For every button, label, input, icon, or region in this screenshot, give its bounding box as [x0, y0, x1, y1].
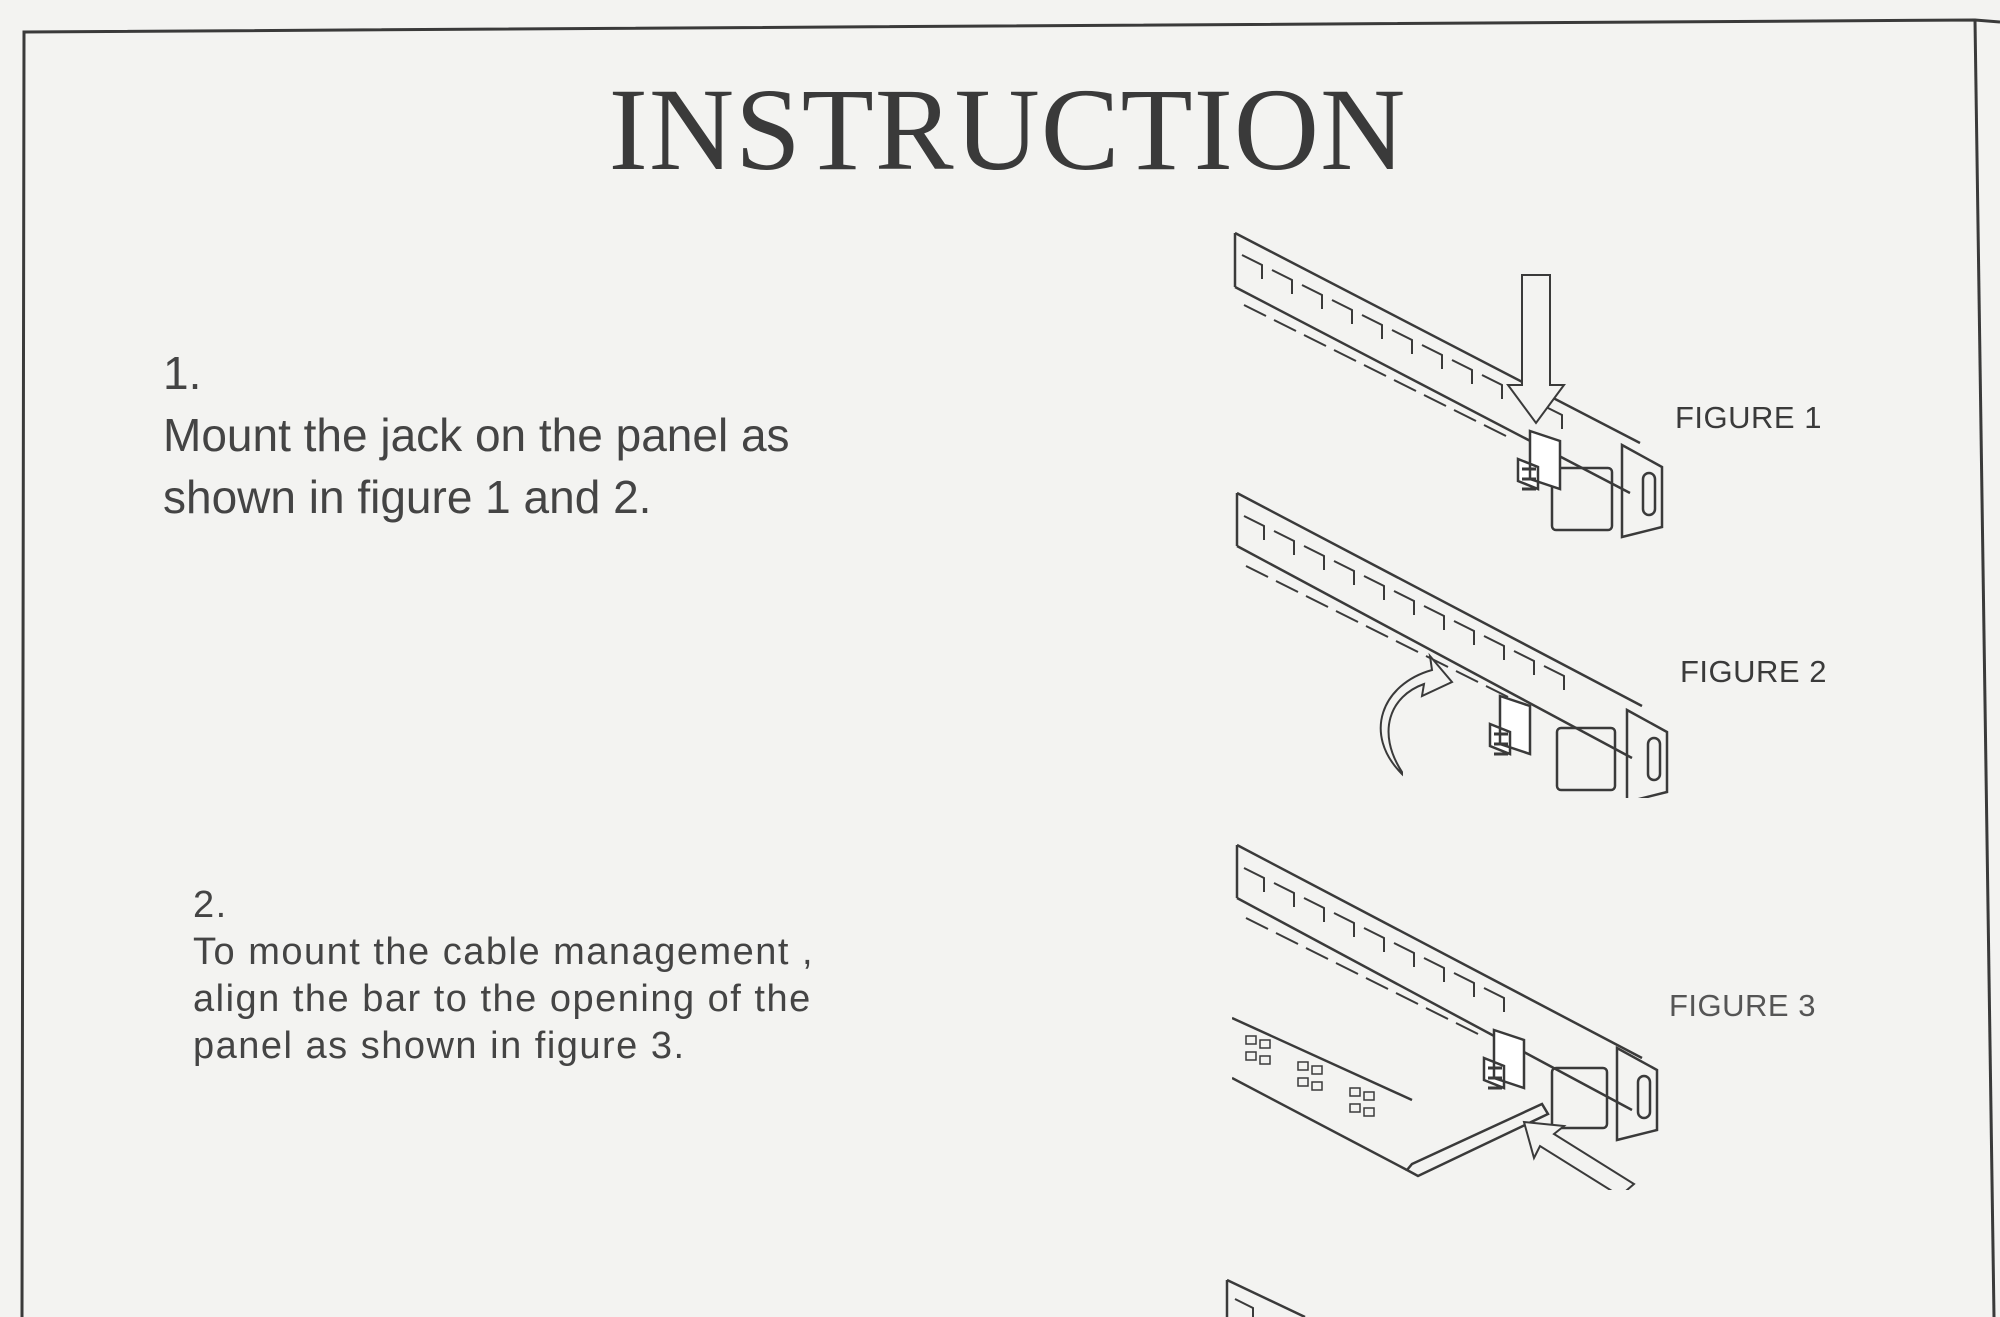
figure-1-label: FIGURE 1: [1675, 400, 1822, 435]
panel-partial-icon: [1225, 1275, 1345, 1317]
step-2-number: 2.: [193, 884, 228, 926]
step-2-line: align the bar to the opening of the: [193, 978, 812, 1020]
step-2: [193, 882, 814, 1070]
step-1-number: 1.: [163, 347, 202, 399]
figure-2-label: FIGURE 2: [1680, 654, 1827, 689]
step-1: [163, 342, 790, 528]
step-1-line: Mount the jack on the panel as: [163, 409, 790, 461]
page-title: INSTRUCTION: [608, 64, 1407, 195]
step-2-line: panel as shown in figure 3.: [193, 1025, 686, 1067]
step-2-line: To mount the cable management ,: [193, 931, 815, 973]
step-1-line: shown in figure 1 and 2.: [163, 471, 652, 523]
panel-jack-rotate-icon: [1232, 488, 1682, 798]
figure-3-label: FIGURE 3: [1669, 988, 1816, 1023]
panel-cable-bar-icon: [1232, 840, 1682, 1190]
